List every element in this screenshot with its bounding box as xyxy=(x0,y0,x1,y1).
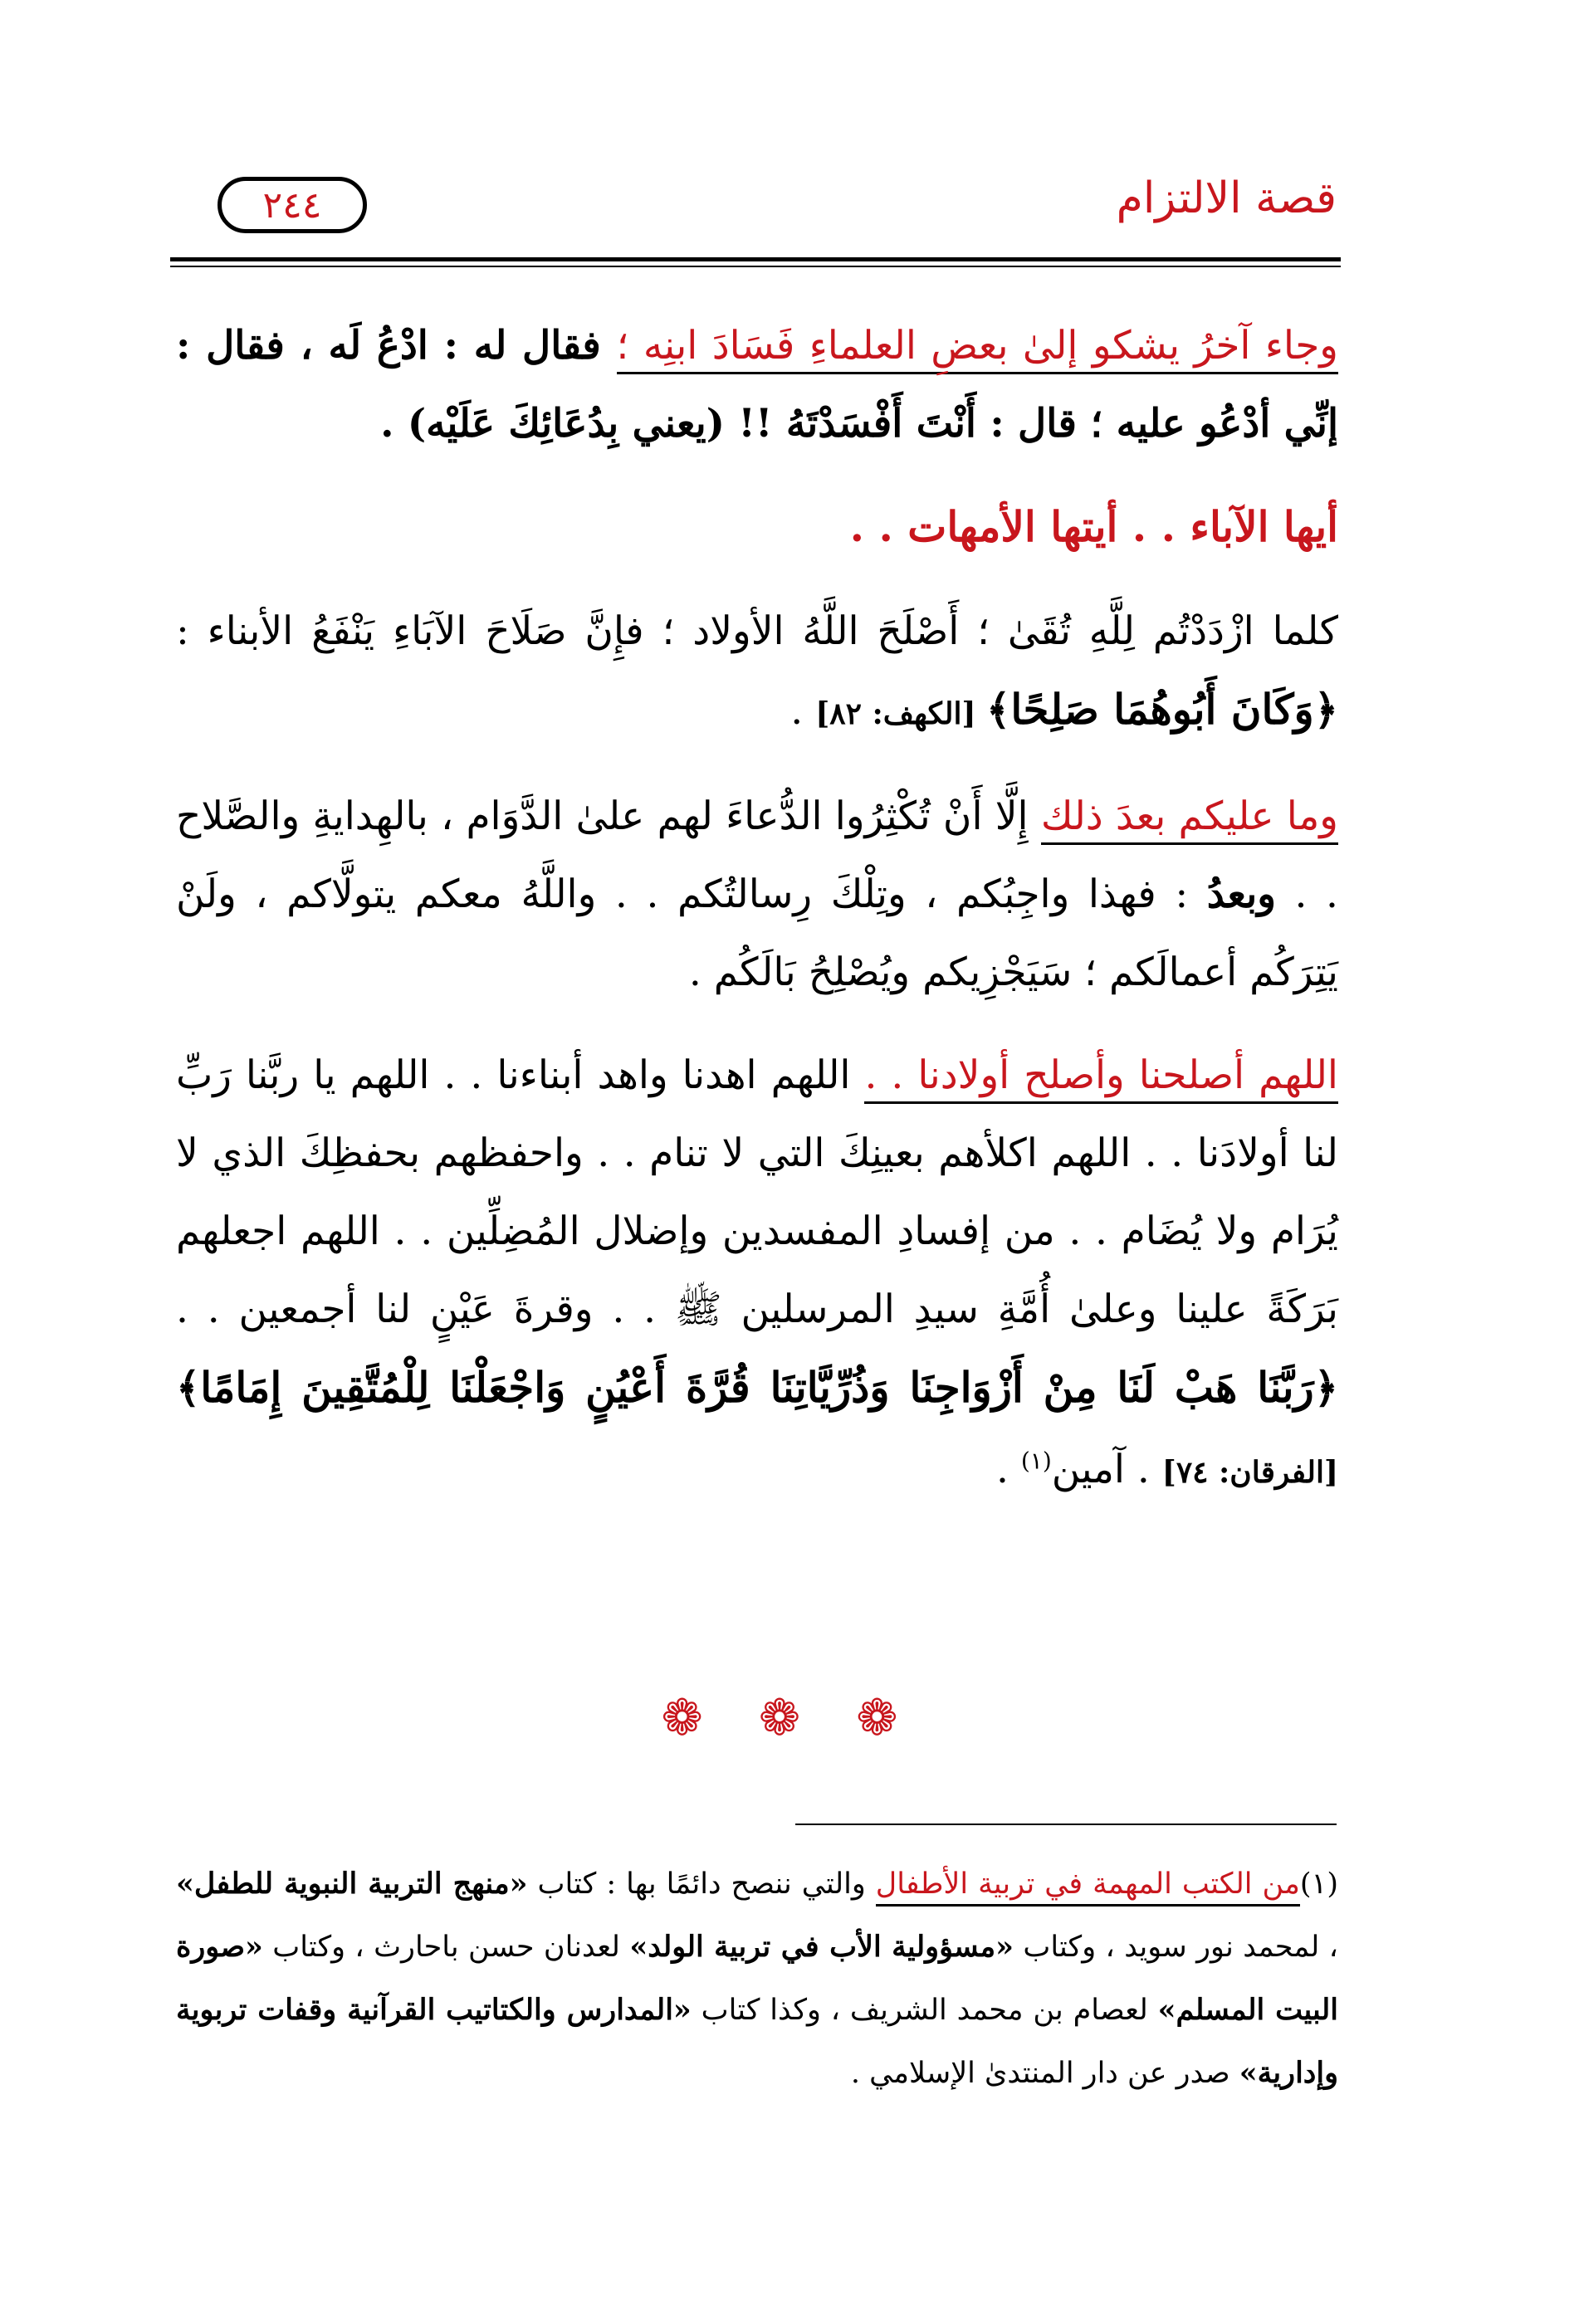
footnote-text-4: لعصام بن محمد الشريف ، وكذا كتاب xyxy=(691,1994,1158,2027)
main-text xyxy=(176,307,1338,1511)
paragraph-2-end: . xyxy=(790,688,816,734)
footnote-text-3: لعدنان حسن باحارث ، وكتاب xyxy=(262,1931,630,1964)
section-heading xyxy=(176,488,1338,568)
footnote-text-2: ، لمحمد نور سويد ، وكتاب xyxy=(1014,1931,1338,1964)
book-title-3: «صورة البيت المسلم» xyxy=(176,1930,1338,2027)
verse-reference-furqan: [الفرقان: ٧٤] xyxy=(1161,1455,1338,1490)
header-rule-thin xyxy=(170,266,1341,267)
amen-text: . آمين xyxy=(1051,1447,1162,1492)
ornament-divider: ❁ ❁ ❁ xyxy=(661,1689,918,1747)
paragraph-2-text: كلما ازْدَدْتُم لِلَّهِ تُقَىٰ ؛ أَصْلَحَ اللَّهُ الأولاد ؛ فإِنَّ صَلَاحَ الآبَاءِ يَنْفَعُ الأبناء : xyxy=(176,608,1338,654)
book-title-1: «منهج التربية النبوية للطفل» xyxy=(176,1867,528,1901)
book-title-2: «مسؤولية الأب في تربية الولد» xyxy=(629,1930,1014,1964)
paragraph-3-bold: وبعدُ xyxy=(1206,872,1276,917)
footnote-marker: (١) xyxy=(1299,1868,1338,1901)
book-title: قصة الالتزام xyxy=(1116,173,1337,223)
footnote-text xyxy=(176,1853,1338,2105)
paragraph-4-text: اللهم اهدنا واهد أبناءنا . . اللهم يا ربَّنا رَبِّ لنا أولادَنا . . اللهم اكلأهم بعينِكَ التي لا تنام . . واحفظهم بحفظِكَ الذي لا يُرَام ولا يُضَام . . من إفسادِ المفسدين وإضلال المُضِلِّين . . اللهم اجعلهم بَرَكَةً علينا وعلىٰ أُمَّةِ سيدِ المرسلين ﷺ . . وقرةَ عَيْنٍ لنا أجمعين . . xyxy=(176,1052,1339,1332)
paragraph-4 xyxy=(176,1037,1338,1511)
paragraph-4-end: . xyxy=(995,1447,1021,1492)
paragraph-3-highlight: وما عليكم بعدَ ذلك xyxy=(1041,793,1338,845)
footnote-highlight: من الكتب المهمة في تربية الأطفال xyxy=(876,1868,1300,1907)
paragraph-2 xyxy=(176,593,1338,753)
page-header xyxy=(174,162,1337,253)
footnote xyxy=(176,1853,1338,2105)
paragraph-4-highlight: اللهم أصلحنا وأصلح أولادنا . . xyxy=(864,1052,1338,1104)
page-number: ٢٤٤ xyxy=(218,177,367,233)
footnote-text-1: والتي ننصح دائمًا بها : كتاب xyxy=(527,1868,876,1901)
paragraph-1-highlight: وجاء آخرُ يشكو إلىٰ بعضِ العلماءِ فَسَادَ ابنِه ؛ xyxy=(617,323,1338,374)
paragraph-1-text: فقال له : ادْعُ لَه ، فقال : إنِّي أدْعُو عليه ؛ قال : أَنْتَ أَفْسَدْتَهُ !! (يعني بِدُعَائِكَ عَلَيْه) . xyxy=(176,323,1338,447)
verse-reference-kahf: [الكهف: ٨٢] xyxy=(815,696,987,731)
footnote-mark[interactable]: (١) xyxy=(1020,1447,1052,1475)
paragraph-3 xyxy=(176,778,1338,1012)
paragraph-3-text: إِلَّا أَنْ تُكْثِرُوا الدُّعاءَ لهم علىٰ الدَّوَام ، بالهِدايةِ والصَّلاح . . xyxy=(176,793,1338,917)
paragraph-1 xyxy=(176,307,1338,463)
footnote-text-5: صدر عن دار المنتدىٰ الإسلامي . xyxy=(850,2057,1239,2090)
quran-verse-furqan: ﴿رَبَّنَا هَبْ لَنَا مِنْ أَزْوَاجِنَا وَذُرِّيَّاتِنَا قُرَّةَ أَعْيُنٍ وَاجْعَلْنَا لِلْمُتَّقِينَ إِمَامًا﴾ xyxy=(176,1363,1338,1412)
heading-parents: أيها الآباء . . أيتها الأمهات . . xyxy=(849,502,1338,551)
header-rule xyxy=(170,257,1341,261)
footnote-rule xyxy=(795,1824,1337,1825)
paragraph-3-rest: : فهذا واجِبُكم ، وتِلْكَ رِسالتُكم . . واللَّهُ معكم يتولَّاكم ، ولَنْ يَتِرَكُم أعمالَكم ؛ سَيَجْزِيكم ويُصْلِحُ بَالَكُم . xyxy=(176,872,1338,995)
book-title-4: «المدارس والكتاتيب القرآنية وقفات تربوية وإدارية» xyxy=(176,1993,1338,2090)
quran-verse-kahf: ﴿وَكَانَ أَبُوهُمَا صَلِحًا﴾ xyxy=(986,685,1338,734)
